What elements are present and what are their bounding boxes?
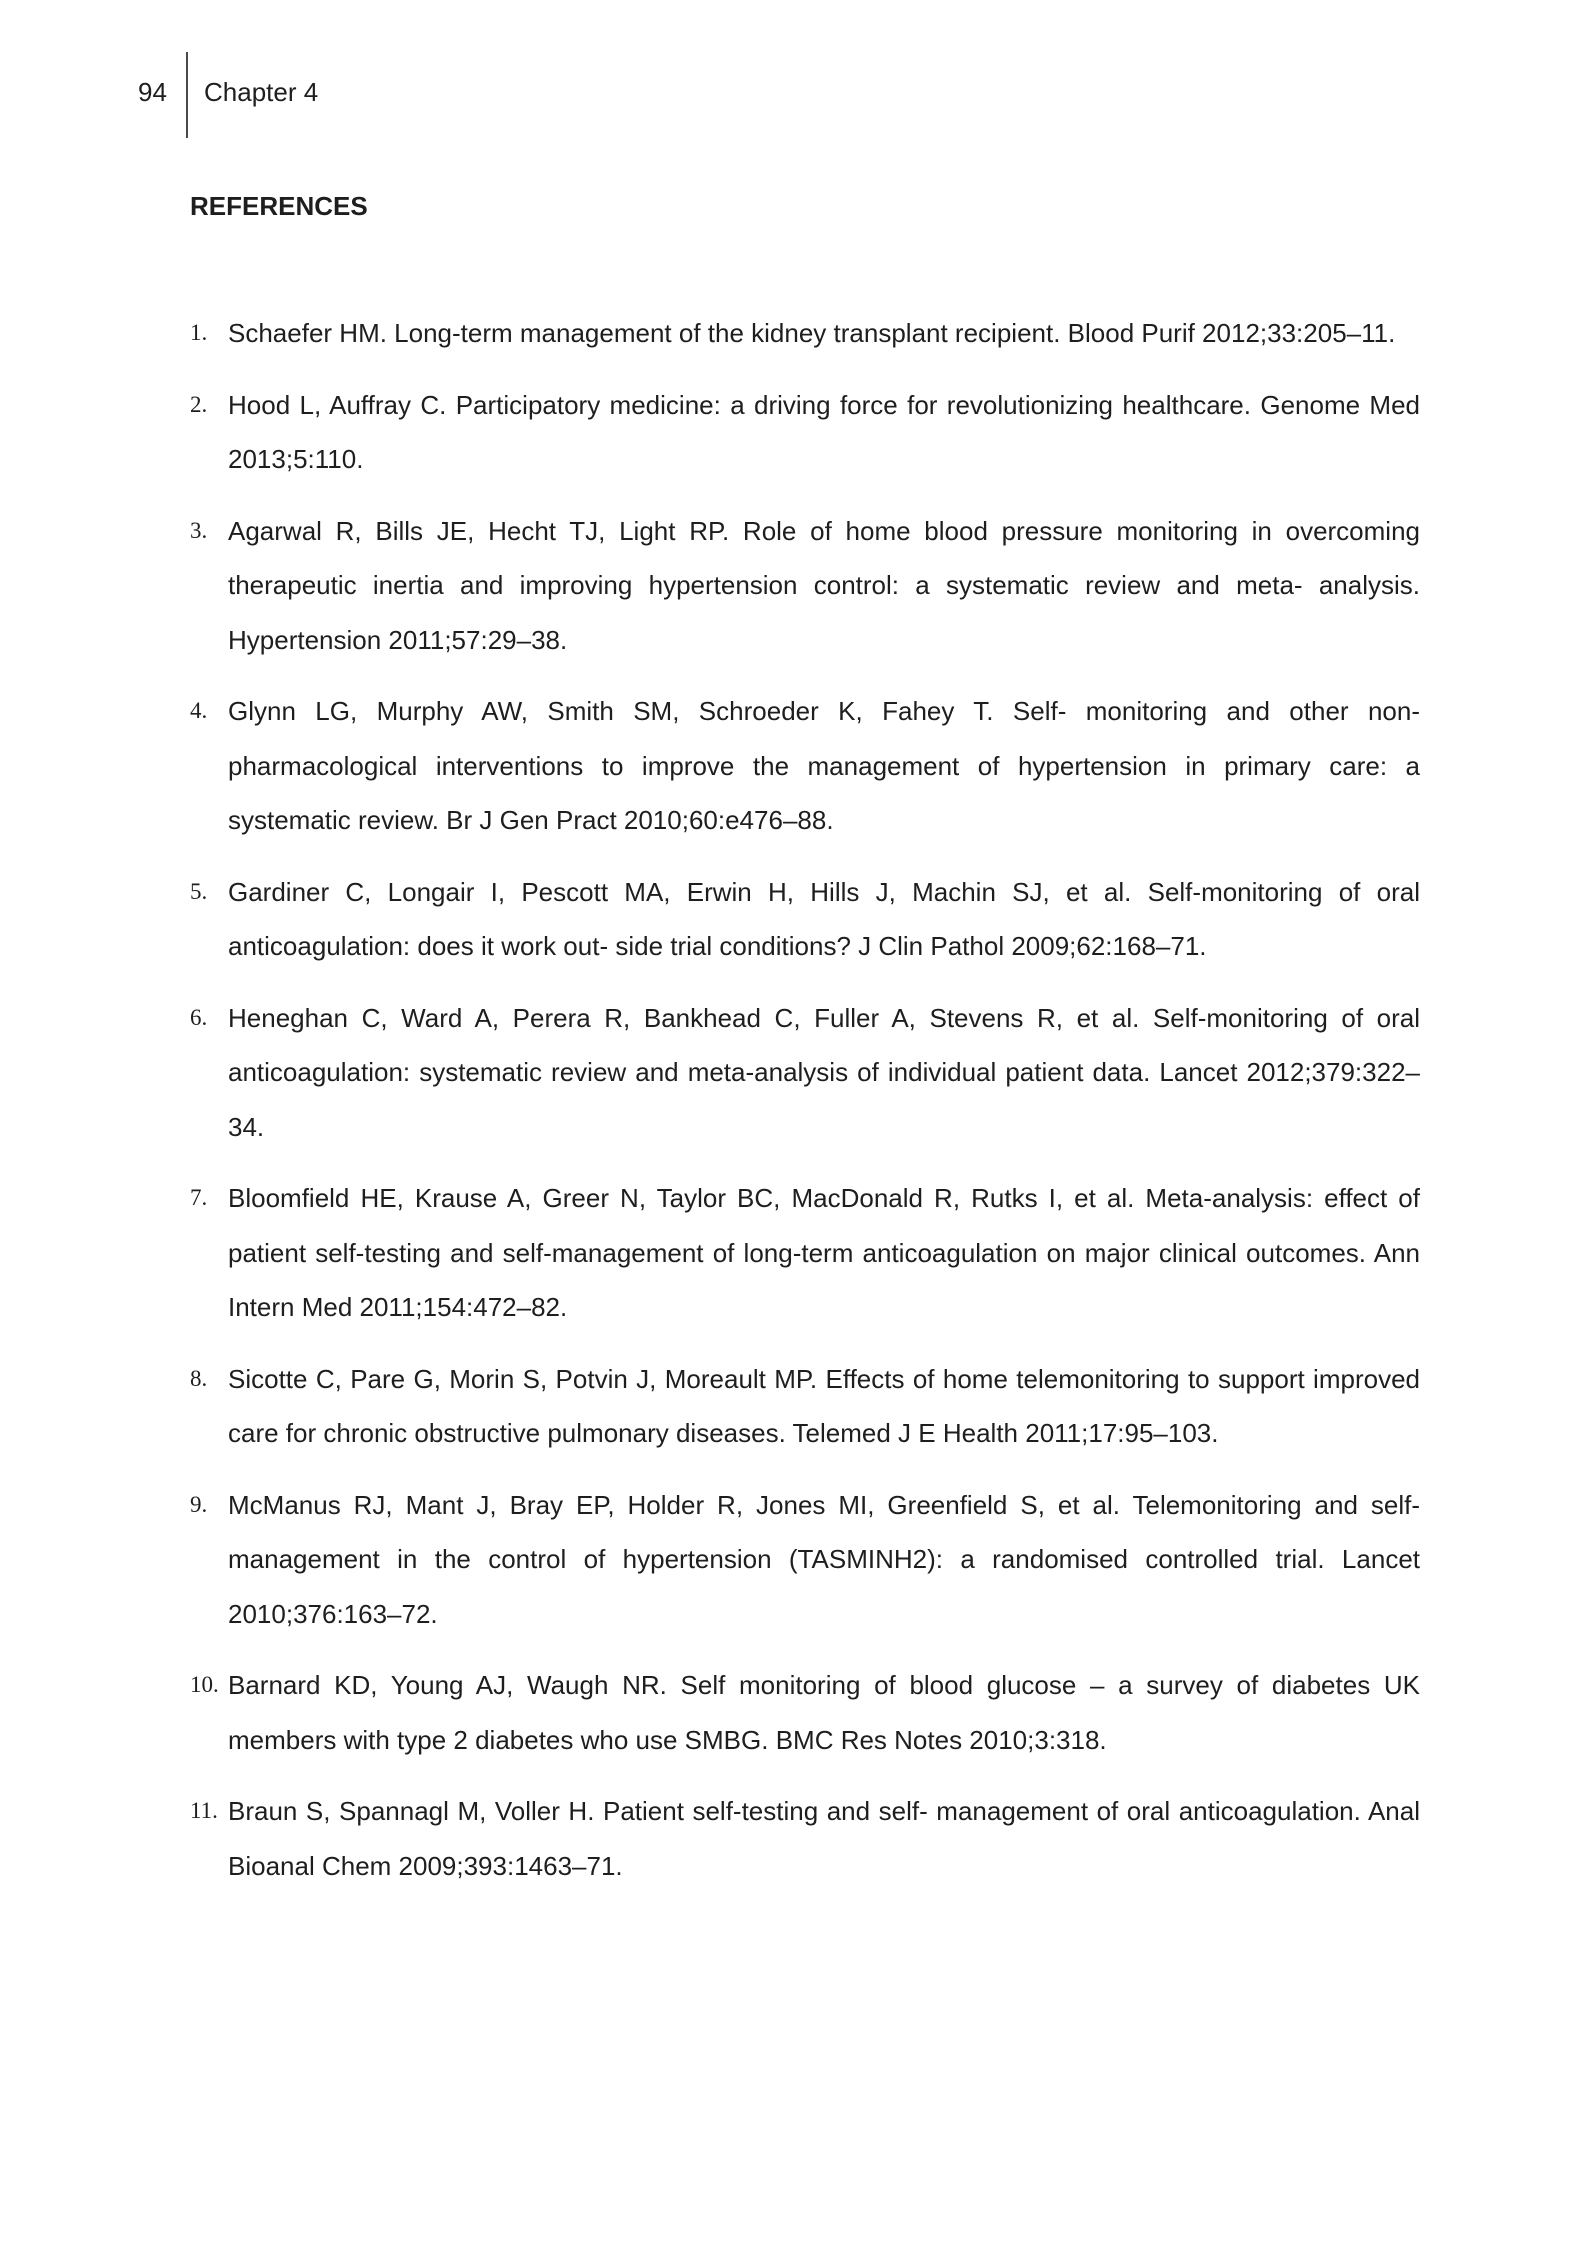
- chapter-label: Chapter 4: [204, 77, 319, 107]
- reference-number: 9.: [190, 1491, 208, 1517]
- reference-text: Braun S, Spannagl M, Voller H. Patient self-testing and self- management of oral anticoagulation. Anal Bioanal Chem 2009;393:1463–71.: [228, 1796, 1420, 1881]
- reference-number: 1.: [190, 320, 208, 345]
- reference-item-6: [190, 991, 1420, 1155]
- reference-item-9: [190, 1478, 1420, 1642]
- reference-text: Bloomfield HE, Krause A, Greer N, Taylor BC, MacDonald R, Rutks I, et al. Meta-analysis: effect of patient self-testing and self-management of long-term anticoagulation on major clinical outcomes. Ann Intern Med 2011;154:472–82.: [228, 1183, 1420, 1322]
- header-divider: [186, 52, 188, 138]
- reference-number: 8.: [190, 1365, 208, 1391]
- reference-number: 10.: [190, 1672, 219, 1697]
- reference-item-10: [190, 1658, 1420, 1767]
- reference-text: Gardiner C, Longair I, Pescott MA, Erwin H, Hills J, Machin SJ, et al. Self-monitoring of oral anticoagulation: does it work out- side trial conditions? J Clin Pathol 2009;62:168–71.: [228, 876, 1420, 961]
- reference-text: Glynn LG, Murphy AW, Smith SM, Schroeder K, Fahey T. Self- monitoring and other non-pharmacological interventions to improve the management of hypertension in primary care: a systematic review. Br J Gen Pract 2010;60:e476–88.: [228, 696, 1420, 835]
- reference-number: 7.: [190, 1185, 208, 1210]
- reference-number: 2.: [190, 391, 208, 417]
- reference-text: Sicotte C, Pare G, Morin S, Potvin J, Moreault MP. Effects of home telemonitoring to support improved care for chronic obstructive pulmonary diseases. Telemed J E Health 2011;17:95–103.: [228, 1363, 1420, 1448]
- reference-text: Hood L, Auffray C. Participatory medicine: a driving force for revolutionizing healthcare. Genome Med 2013;5:110.: [228, 389, 1420, 474]
- page-number: 94: [138, 77, 167, 107]
- section-title: REFERENCES: [190, 191, 368, 221]
- reference-item-11: [190, 1784, 1420, 1893]
- reference-item-1: [190, 306, 1420, 361]
- reference-number: 11.: [190, 1798, 218, 1823]
- reference-text: Schaefer HM. Long-term management of the kidney transplant recipient. Blood Purif 2012;33:205–11.: [228, 318, 1396, 348]
- reference-item-7: [190, 1171, 1420, 1335]
- reference-number: 3.: [190, 517, 208, 543]
- reference-text: Barnard KD, Young AJ, Waugh NR. Self monitoring of blood glucose – a survey of diabetes UK members with type 2 diabetes who use SMBG. BMC Res Notes 2010;3:318.: [228, 1670, 1420, 1755]
- reference-text: Heneghan C, Ward A, Perera R, Bankhead C, Fuller A, Stevens R, et al. Self-monitoring of oral anticoagulation: systematic review and meta-analysis of individual patient data. Lancet 2012;379:322–34.: [228, 1002, 1420, 1142]
- reference-number: 5.: [190, 878, 208, 904]
- reference-number: 4.: [190, 698, 208, 723]
- reference-item-5: [190, 865, 1420, 974]
- reference-text: Agarwal R, Bills JE, Hecht TJ, Light RP. Role of home blood pressure monitoring in overcoming therapeutic inertia and improving hypertension control: a systematic review and meta- analysis. Hypertension 2011;57:29–38.: [228, 515, 1420, 655]
- reference-item-8: [190, 1352, 1420, 1461]
- reference-item-3: [190, 504, 1420, 668]
- reference-item-2: [190, 378, 1420, 487]
- reference-number: 6.: [190, 1004, 208, 1030]
- reference-text: McManus RJ, Mant J, Bray EP, Holder R, Jones MI, Greenfield S, et al. Telemonitoring and self-management in the control of hypertension (TASMINH2): a randomised controlled trial. Lancet 2010;376:163–72.: [228, 1489, 1420, 1629]
- reference-item-4: [190, 684, 1420, 848]
- reference-list: [190, 306, 1420, 1910]
